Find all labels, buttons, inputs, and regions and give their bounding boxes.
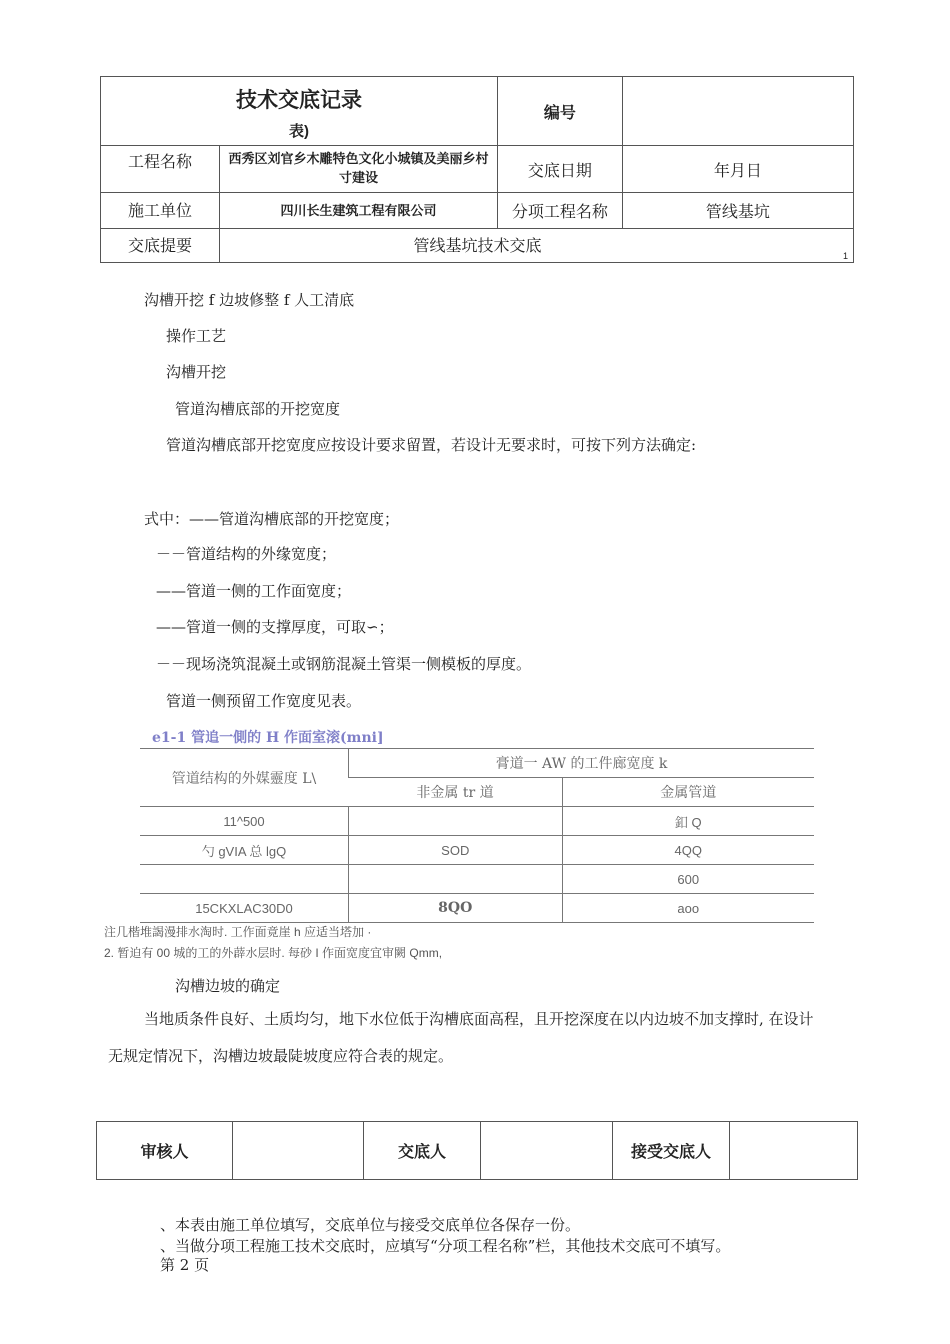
header-table xyxy=(100,76,854,263)
title-cell xyxy=(101,77,498,146)
para-table-ref: 管道一侧预留工作宽度见表。 xyxy=(166,692,362,710)
unit-value: 四川长生建筑工程有限公司 xyxy=(280,203,437,218)
definition-3: ——管道一侧的工作面宽度； xyxy=(156,582,352,600)
definition-2: －－管道结构的外缘宽度； xyxy=(156,545,337,563)
table-cell: 4QQ xyxy=(562,836,814,865)
summary-row xyxy=(101,229,854,263)
para-slope-1: 当地质条件良好、土质均匀，地下水位低于沟槽底面高程，且开挖深度在以内边坡不加支撑时, 在设计 xyxy=(144,1010,814,1028)
date-value: 年月日 xyxy=(622,146,853,193)
col2-header: 非金属 tr 道 xyxy=(349,778,563,807)
col3-header: 金属管道 xyxy=(562,778,814,807)
table-row xyxy=(140,836,814,865)
heading-trench: 沟槽开挖 xyxy=(166,363,227,381)
discloser-label: 交底人 xyxy=(364,1122,481,1180)
heading-process: 操作工艺 xyxy=(166,327,227,345)
summary-label: 交底提要 xyxy=(101,229,220,262)
table-cell: 15CKXLAC30D0 xyxy=(140,894,349,923)
group-header: 膏道一 AW 的工件廊宽度 k xyxy=(349,749,815,778)
unit-row xyxy=(101,193,498,229)
footer-note-2: 、当做分项工程施工技术交底时，应填写“分项工程名称”栏，其他技术交底可不填写。 xyxy=(160,1237,731,1255)
table-cell: 勺 gVIA 总 lgQ xyxy=(140,836,349,865)
table-cell: 11^500 xyxy=(140,807,349,836)
table-row xyxy=(140,865,814,894)
summary-value: 管线基坑技术交底 xyxy=(413,236,542,255)
para-slope-2: 无规定情况下，沟槽边坡最陡坡度应符合表的规定。 xyxy=(108,1047,454,1065)
discloser-value xyxy=(481,1122,613,1180)
receiver-value xyxy=(730,1122,858,1180)
number-value xyxy=(622,77,853,146)
project-row xyxy=(101,146,498,193)
work-table-title: e1-1 管追一側的 H 作面室滚(mni] xyxy=(152,730,384,746)
signature-table xyxy=(96,1121,858,1180)
number-label: 编号 xyxy=(498,77,623,146)
table-cell xyxy=(140,865,349,894)
table-row xyxy=(140,894,814,923)
receiver-label: 接受交底人 xyxy=(613,1122,730,1180)
col1-header: 管道结构的外媒靈度 L\ xyxy=(140,749,349,807)
table-cell: aoo xyxy=(562,894,814,923)
subproject-value: 管线基坑 xyxy=(622,193,853,229)
work-width-table xyxy=(140,748,814,923)
date-label: 交底日期 xyxy=(498,146,623,193)
table-note-1: 注几楷堆謁漫排水淘时. 工作面竟崖 h 应适当塔加 · xyxy=(104,925,372,939)
para-width: 管道沟槽底部开挖宽度应按设计要求留置，若设计无要求时，可按下列方法确定: xyxy=(166,436,697,454)
definition-5: －－现场浇筑混凝土或钢筋混凝土管渠一侧模板的厚度。 xyxy=(156,655,532,673)
process-flow: 沟槽开挖 f 边坡修整 f 人工清底 xyxy=(144,291,355,309)
table-cell: 8QO xyxy=(349,894,563,923)
table-cell: SOD xyxy=(349,836,563,865)
footer-note-1: 、本表由施工单位填写，交底单位与接受交底单位各保存一份。 xyxy=(160,1216,581,1234)
unit-label: 施工单位 xyxy=(101,193,220,228)
project-value: 西秀区刘官乡木雕特色文化小城镇及美丽乡村寸建设 xyxy=(228,151,489,185)
reviewer-label: 审核人 xyxy=(97,1122,233,1180)
subproject-label: 分项工程名称 xyxy=(498,193,623,229)
definition-4: ——管道一侧的支撑厚度，可取∽； xyxy=(156,618,394,636)
document-title-suffix: 表) xyxy=(289,122,310,140)
definition-1: 式中：——管道沟槽底部的开挖宽度； xyxy=(144,510,400,528)
table-cell: 600 xyxy=(562,865,814,894)
corner-mark: 1 xyxy=(842,251,848,261)
project-label: 工程名称 xyxy=(101,146,220,192)
table-cell xyxy=(349,865,563,894)
table-note-2: 2. 暂迫有 00 城的工的外薜水层时. 每砂 I 作面宽度宜审闕 Qmm, xyxy=(104,946,443,960)
reviewer-value xyxy=(233,1122,364,1180)
table-cell xyxy=(349,807,563,836)
heading-slope: 沟槽边坡的确定 xyxy=(175,977,281,995)
heading-width: 管道沟槽底部的开挖宽度 xyxy=(175,400,341,418)
document-title: 技术交底记录 xyxy=(236,88,363,112)
page-number: 第 2 页 xyxy=(160,1256,210,1274)
table-row xyxy=(140,807,814,836)
table-cell: 釦 Q xyxy=(562,807,814,836)
